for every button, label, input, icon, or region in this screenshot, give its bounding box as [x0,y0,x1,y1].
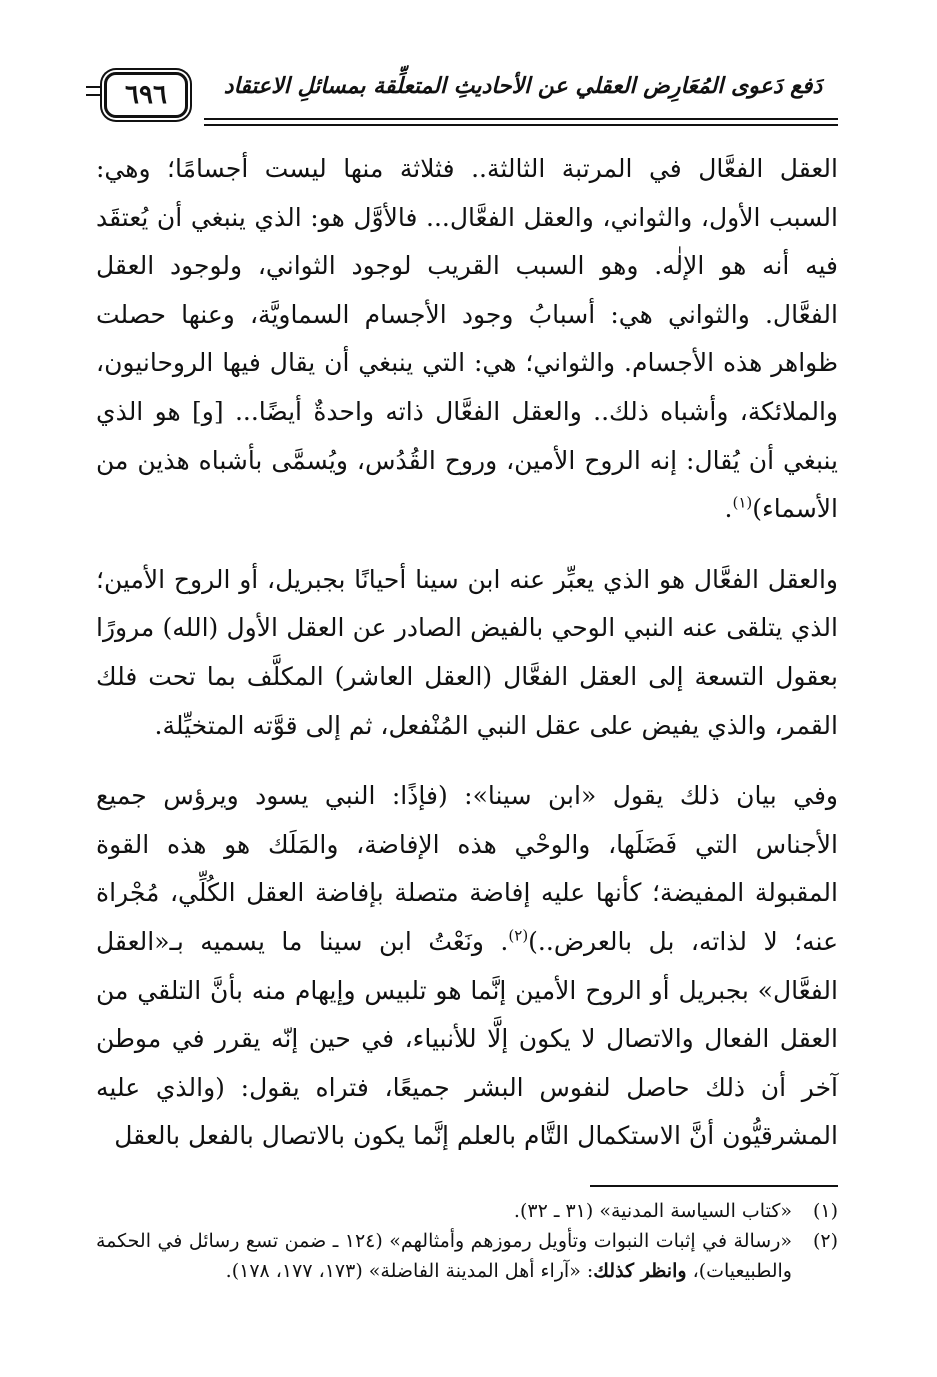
header-rule-top [204,118,838,120]
footnote-separator [590,1185,838,1187]
footnote-2 [96,1226,838,1286]
running-title: دَفع دَعوى المُعَارِض العقلي عن الأحاديثِ المتعلِّقة بمسائلِ الاعتقاد [223,73,823,99]
paragraph-2-text: والعقل الفعَّال هو الذي يعبِّر عنه ابن سينا أحيانًا بجبريل، أو الروح الأمين؛ الذي يتلقى عنه النبي الوحي بالفيض الصادر عن العقل الأول (الله) مرورًا بعقول التسعة إلى العقل الفعَّال (العقل العاشر) المكلَّف بما تحت فلك القمر، والذي يفيض على عقل النبي المُنْفعل، ثم إلى قوَّته المتخيِّلة. [96,564,838,740]
main-text [96,145,838,1161]
footnote-1-text: «كتاب السياسة المدنية» (٣١ ـ ٣٢). [513,1200,792,1222]
footnote-ref-1[interactable]: (١) [732,493,753,512]
paragraph-3 [96,772,838,1161]
header-rule-left-top [86,86,104,88]
footnotes [96,1196,838,1286]
header-rule-bottom [204,124,838,126]
paragraph-1 [96,145,838,534]
paragraph-1-tail: . [724,494,733,524]
footnote-2-text-a: «رسالة في إثبات النبوات وتأويل رموزهم وأمثالهم» (١٢٤ ـ ضمن تسع رسائل في الحكمة والطبيعيات)، [96,1230,792,1282]
page-header [86,60,838,130]
page-number: ٦٩٦ [104,72,188,118]
footnote-2-text [96,1226,792,1286]
footnote-ref-2[interactable]: (٢) [508,926,529,945]
paragraph-3-tail: . ونَعْتُ ابن سينا ما يسميه بـ«العقل الفعَّال» بجبريل أو الروح الأمين إنَّما هو تلبيس وإيهام منه بأنَّ التلقي من العقل الفعال والاتصال لا يكون إلَّا للأنبياء، في حين إنّه يقرر في موطن آخر أن ذلك حاصل لنفوس البشر جميعًا، فتراه يقول: (والذي عليه المشرقيُّون أنَّ الاستكمال التَّام بالعلم إنَّما يكون بالاتصال بالفعل بالعقل [96,926,838,1151]
paragraph-2 [96,556,838,750]
footnote-2-number: (٢) [812,1230,838,1252]
footnote-1 [96,1196,838,1226]
paragraph-1-text: العقل الفعَّال في المرتبة الثالثة.. فثلاثة منها ليست أجسامًا؛ وهي: السبب الأول، والثواني، والعقل الفعَّال... فالأوَّل هو: الذي ينبغي أن يُعتقَد فيه أنه هو الإلٰه. وهو السبب القريب لوجود الثواني، ولوجود العقل الفعَّال. والثواني هي: أسبابُ وجود الأجسام السماويَّة، وعنها حصلت ظواهر هذه الأجسام. والثواني؛ هي: التي ينبغي أن يقال فيها الروحانيون، والملائكة، وأشباه ذلك.. والعقل الفعَّال ذاته واحدةٌ أيضًا... [و] هو الذي ينبغي أن يُقال: إنه الروح الأمين، وروح القُدُس، ويُسمَّى بأشباه هذين من الأسماء) [96,154,838,524]
paragraph-3-text: وفي بيان ذلك يقول «ابن سينا»: (فإذًا: النبي يسود ويرؤس جميع الأجناس التي فَضَلَها، والوحْي هذه الإفاضة، والمَلَك هو هذه القوة المقبولة المفيضة؛ كأنها عليه إفاضة متصلة بإفاضة العقل الكُلِّي، مُجْراة عنه؛ لا لذاته، بل بالعرض..) [96,781,839,956]
footnote-2-bold: وانظر كذلك [593,1260,687,1282]
footnote-2-text-b: : «آراء أهل المدينة الفاضلة» (١٧٣، ١٧٧، ١٧٨). [225,1260,594,1282]
header-rule-left-bottom [86,94,104,96]
footnote-1-number: (١) [812,1200,838,1222]
